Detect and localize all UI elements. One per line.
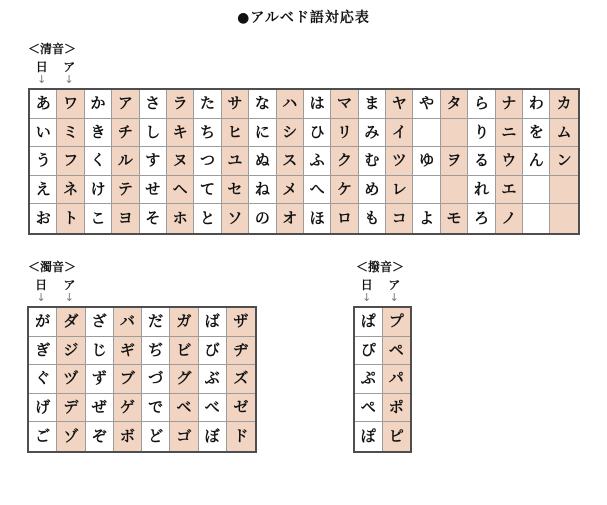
albhed-cell: ウ bbox=[496, 147, 523, 176]
japanese-cell: な bbox=[249, 90, 276, 119]
japanese-cell: ゆ bbox=[413, 147, 440, 176]
albhed-cell: イ bbox=[386, 119, 413, 148]
japanese-cell: ち bbox=[194, 119, 221, 148]
japanese-cell: ふ bbox=[304, 147, 331, 176]
albhed-cell: ピ bbox=[383, 422, 411, 451]
japanese-cell: め bbox=[359, 176, 386, 205]
albhed-cell: ダ bbox=[57, 308, 85, 337]
down-arrow-icon: ↓ bbox=[36, 291, 46, 304]
albhed-cell: カ bbox=[550, 90, 577, 119]
albhed-cell: ロ bbox=[331, 204, 358, 233]
albhed-cell: ペ bbox=[383, 337, 411, 366]
japanese-cell: ぢ bbox=[142, 337, 170, 366]
japanese-cell: れ bbox=[468, 176, 495, 205]
japanese-cell: せ bbox=[140, 176, 167, 205]
albhed-cell: ヌ bbox=[167, 147, 194, 176]
down-arrow-icon: ↓ bbox=[64, 291, 74, 304]
page-title: ●アルベド語対応表 bbox=[237, 10, 370, 26]
japanese-cell: む bbox=[359, 147, 386, 176]
albhed-cell: プ bbox=[383, 308, 411, 337]
albhed-cell: テ bbox=[112, 176, 139, 205]
albhed-cell: ラ bbox=[167, 90, 194, 119]
table-row bbox=[355, 337, 410, 366]
table-row bbox=[29, 422, 255, 451]
albhed-cell: ハ bbox=[277, 90, 304, 119]
albhed-cell: ル bbox=[112, 147, 139, 176]
japanese-cell: ぞ bbox=[86, 422, 114, 451]
down-arrow-icon: ↓ bbox=[362, 291, 372, 304]
japanese-cell: ぷ bbox=[355, 365, 383, 394]
japanese-cell: け bbox=[85, 176, 112, 205]
albhed-cell: ド bbox=[227, 422, 255, 451]
albhed-cell: ケ bbox=[331, 176, 358, 205]
albhed-cell: ヂ bbox=[227, 337, 255, 366]
japanese-cell: ぜ bbox=[86, 394, 114, 423]
japanese-cell bbox=[413, 176, 440, 205]
albhed-cell: ゾ bbox=[57, 422, 85, 451]
down-arrow-icon: ↓ bbox=[37, 73, 47, 86]
japanese-cell: か bbox=[85, 90, 112, 119]
japanese-cell: す bbox=[140, 147, 167, 176]
japanese-cell: え bbox=[30, 176, 57, 205]
albhed-cell: ゴ bbox=[170, 422, 198, 451]
japanese-cell: や bbox=[413, 90, 440, 119]
albhed-cell: ベ bbox=[170, 394, 198, 423]
japanese-cell: が bbox=[29, 308, 57, 337]
japanese-cell bbox=[523, 204, 550, 233]
japanese-cell: で bbox=[142, 394, 170, 423]
japanese-cell: へ bbox=[304, 176, 331, 205]
albhed-cell bbox=[441, 176, 468, 205]
albhed-cell: ニ bbox=[496, 119, 523, 148]
japanese-cell: を bbox=[523, 119, 550, 148]
japanese-cell: ぬ bbox=[249, 147, 276, 176]
dakuon-section-label: ＜濁音＞ bbox=[28, 260, 77, 274]
table-row bbox=[29, 365, 255, 394]
albhed-cell: シ bbox=[277, 119, 304, 148]
japanese-cell: し bbox=[140, 119, 167, 148]
albhed-cell: ス bbox=[277, 147, 304, 176]
albhed-cell: ナ bbox=[496, 90, 523, 119]
albhed-cell: ビ bbox=[170, 337, 198, 366]
japanese-cell: あ bbox=[30, 90, 57, 119]
albhed-cell: ア bbox=[112, 90, 139, 119]
japanese-cell: そ bbox=[140, 204, 167, 233]
albhed-cell: ボ bbox=[114, 422, 142, 451]
japanese-cell: き bbox=[85, 119, 112, 148]
japanese-cell: る bbox=[468, 147, 495, 176]
dakuon-japanese-column-header: 日 bbox=[35, 278, 48, 292]
japanese-cell: つ bbox=[194, 147, 221, 176]
dakuon-table bbox=[27, 306, 257, 453]
albhed-cell: コ bbox=[386, 204, 413, 233]
japanese-cell: ず bbox=[86, 365, 114, 394]
japanese-cell: ど bbox=[142, 422, 170, 451]
japanese-cell: に bbox=[249, 119, 276, 148]
japanese-cell: ま bbox=[359, 90, 386, 119]
japanese-cell: ぼ bbox=[199, 422, 227, 451]
hatsuon-japanese-column-header: 日 bbox=[360, 278, 373, 292]
albhed-cell: ユ bbox=[222, 147, 249, 176]
japanese-cell: は bbox=[304, 90, 331, 119]
japanese-cell: ば bbox=[199, 308, 227, 337]
seion-japanese-column-header: 日 bbox=[35, 60, 48, 74]
albhed-cell: ヤ bbox=[386, 90, 413, 119]
albhed-cell: チ bbox=[112, 119, 139, 148]
japanese-cell: う bbox=[30, 147, 57, 176]
japanese-cell: ね bbox=[249, 176, 276, 205]
albhed-cell: モ bbox=[441, 204, 468, 233]
japanese-cell: み bbox=[359, 119, 386, 148]
albhed-cell: デ bbox=[57, 394, 85, 423]
japanese-cell: て bbox=[194, 176, 221, 205]
japanese-cell: げ bbox=[29, 394, 57, 423]
japanese-cell: じ bbox=[86, 337, 114, 366]
albhed-cell: レ bbox=[386, 176, 413, 205]
japanese-cell bbox=[523, 176, 550, 205]
table-row bbox=[30, 119, 578, 148]
japanese-cell: ぶ bbox=[199, 365, 227, 394]
down-arrow-icon: ↓ bbox=[64, 73, 74, 86]
albhed-cell: エ bbox=[496, 176, 523, 205]
seion-albhed-column-header: ア bbox=[63, 60, 76, 74]
table-row bbox=[355, 308, 410, 337]
albhed-cell: セ bbox=[222, 176, 249, 205]
albhed-cell: グ bbox=[170, 365, 198, 394]
japanese-cell: く bbox=[85, 147, 112, 176]
table-row bbox=[29, 337, 255, 366]
seion-section-label: ＜清音＞ bbox=[28, 42, 77, 56]
japanese-cell: ご bbox=[29, 422, 57, 451]
japanese-cell: た bbox=[194, 90, 221, 119]
table-row bbox=[30, 147, 578, 176]
albhed-cell: ホ bbox=[167, 204, 194, 233]
down-arrow-icon: ↓ bbox=[389, 291, 399, 304]
japanese-cell: べ bbox=[199, 394, 227, 423]
japanese-cell: ひ bbox=[304, 119, 331, 148]
japanese-cell: び bbox=[199, 337, 227, 366]
albhed-cell: ヒ bbox=[222, 119, 249, 148]
dakuon-albhed-column-header: ア bbox=[63, 278, 76, 292]
albhed-cell: バ bbox=[114, 308, 142, 337]
japanese-cell: も bbox=[359, 204, 386, 233]
japanese-cell: ぺ bbox=[355, 394, 383, 423]
albhed-cell: ム bbox=[550, 119, 577, 148]
table-row bbox=[30, 204, 578, 233]
albhed-cell: ヅ bbox=[57, 365, 85, 394]
albhed-cell: リ bbox=[331, 119, 358, 148]
japanese-cell: だ bbox=[142, 308, 170, 337]
japanese-cell: ぐ bbox=[29, 365, 57, 394]
albhed-cell: ヘ bbox=[167, 176, 194, 205]
japanese-cell: と bbox=[194, 204, 221, 233]
albhed-cell: サ bbox=[222, 90, 249, 119]
japanese-cell: ろ bbox=[468, 204, 495, 233]
albhed-cell: ガ bbox=[170, 308, 198, 337]
table-row bbox=[355, 365, 410, 394]
albhed-cell: ク bbox=[331, 147, 358, 176]
hatsuon-table bbox=[353, 306, 412, 453]
japanese-cell: ぽ bbox=[355, 422, 383, 451]
albhed-cell: ヲ bbox=[441, 147, 468, 176]
japanese-cell: づ bbox=[142, 365, 170, 394]
hatsuon-albhed-column-header: ア bbox=[388, 278, 401, 292]
albhed-cell: ヨ bbox=[112, 204, 139, 233]
japanese-cell: ん bbox=[523, 147, 550, 176]
japanese-cell: ら bbox=[468, 90, 495, 119]
albhed-cell: パ bbox=[383, 365, 411, 394]
albhed-cell: ソ bbox=[222, 204, 249, 233]
albhed-cell bbox=[550, 176, 577, 205]
albhed-cell: ゲ bbox=[114, 394, 142, 423]
albhed-cell: フ bbox=[57, 147, 84, 176]
table-row bbox=[30, 90, 578, 119]
japanese-cell: り bbox=[468, 119, 495, 148]
albhed-cell: メ bbox=[277, 176, 304, 205]
albhed-cell bbox=[441, 119, 468, 148]
japanese-cell: の bbox=[249, 204, 276, 233]
albhed-cell: ミ bbox=[57, 119, 84, 148]
albhed-cell: ザ bbox=[227, 308, 255, 337]
albhed-cell: ン bbox=[550, 147, 577, 176]
table-row bbox=[355, 422, 410, 451]
japanese-cell: い bbox=[30, 119, 57, 148]
japanese-cell: ほ bbox=[304, 204, 331, 233]
albhed-cell: ズ bbox=[227, 365, 255, 394]
albhed-cell: ツ bbox=[386, 147, 413, 176]
japanese-cell: わ bbox=[523, 90, 550, 119]
table-row bbox=[355, 394, 410, 423]
table-row bbox=[30, 176, 578, 205]
japanese-cell: お bbox=[30, 204, 57, 233]
albhed-cell: オ bbox=[277, 204, 304, 233]
albhed-cell: ゼ bbox=[227, 394, 255, 423]
albhed-cell: ポ bbox=[383, 394, 411, 423]
hatsuon-section-label: ＜撥音＞ bbox=[356, 260, 405, 274]
albhed-cell: ト bbox=[57, 204, 84, 233]
albhed-cell: タ bbox=[441, 90, 468, 119]
albhed-cell: ネ bbox=[57, 176, 84, 205]
albhed-cell: マ bbox=[331, 90, 358, 119]
seion-table bbox=[28, 88, 580, 235]
japanese-cell bbox=[413, 119, 440, 148]
table-row bbox=[29, 394, 255, 423]
japanese-cell: こ bbox=[85, 204, 112, 233]
japanese-cell: よ bbox=[413, 204, 440, 233]
table-row bbox=[29, 308, 255, 337]
albhed-cell: ブ bbox=[114, 365, 142, 394]
japanese-cell: ざ bbox=[86, 308, 114, 337]
japanese-cell: ぎ bbox=[29, 337, 57, 366]
albhed-cell bbox=[550, 204, 577, 233]
albhed-cell: キ bbox=[167, 119, 194, 148]
japanese-cell: さ bbox=[140, 90, 167, 119]
albhed-cell: ギ bbox=[114, 337, 142, 366]
japanese-cell: ぴ bbox=[355, 337, 383, 366]
japanese-cell: ぱ bbox=[355, 308, 383, 337]
albhed-cell: ワ bbox=[57, 90, 84, 119]
albhed-cell: ノ bbox=[496, 204, 523, 233]
albhed-cell: ジ bbox=[57, 337, 85, 366]
